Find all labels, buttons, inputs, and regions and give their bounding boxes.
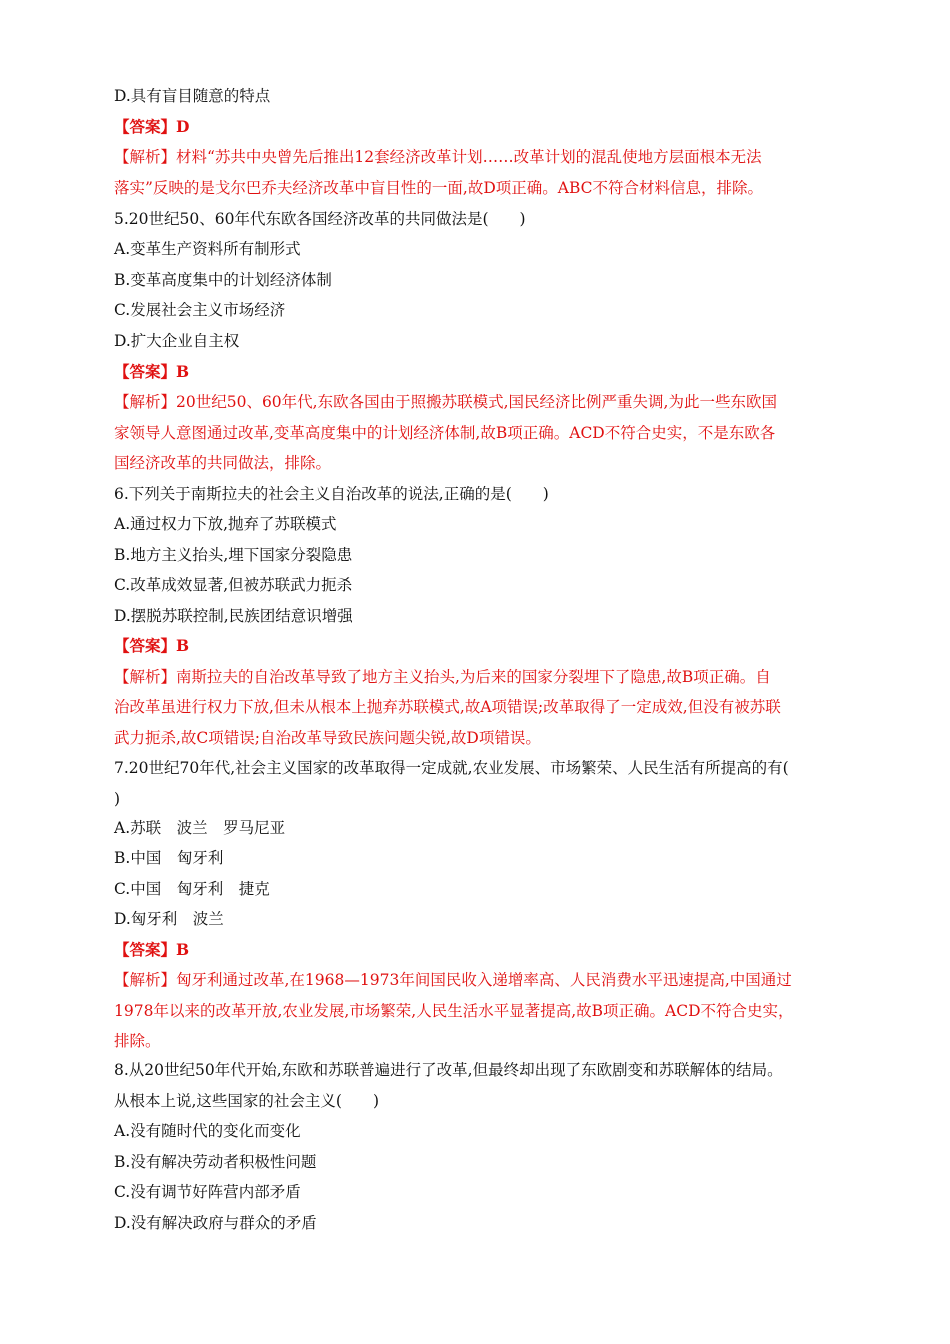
q5-explanation-line-1: 【解析】20世纪50、60年代,东欧各国由于照搬苏联模式,国民经济比例严重失调,为此一些东欧国 [114,393,777,411]
q6-option-d: D.摆脱苏联控制,民族团结意识增强 [114,607,353,625]
q4-explanation-line-2: 落实”反映的是戈尔巴乔夫经济改革中盲目性的一面,故D项正确。ABC不符合材料信息，排除。 [114,179,764,197]
q5-answer: 【答案】B [114,362,190,381]
q4-option-d: D.具有盲目随意的特点 [114,87,271,105]
q6-explanation-line-3: 武力扼杀,故C项错误;自治改革导致民族问题尖锐,故D项错误。 [114,729,541,747]
q6-option-b: B.地方主义抬头,埋下国家分裂隐患 [114,546,353,564]
q7-option-a: A.苏联 波兰 罗马尼亚 [114,819,286,837]
q8-stem-line-1: 8.从20世纪50年代开始,东欧和苏联普遍进行了改革,但最终却出现了东欧剧变和苏联解体的结局。 [114,1061,783,1079]
q7-option-c: C.中国 匈牙利 捷克 [114,880,270,898]
q5-option-a: A.变革生产资料所有制形式 [114,240,301,258]
q7-stem-line-2: ) [114,790,121,808]
q5-option-d: D.扩大企业自主权 [114,332,240,350]
q6-option-a: A.通过权力下放,抛弃了苏联模式 [114,515,337,533]
q8-option-d: D.没有解决政府与群众的矛盾 [114,1214,317,1232]
q5-explanation-line-3: 国经济改革的共同做法，排除。 [114,454,332,472]
q7-answer: 【答案】B [114,940,190,959]
q5-explanation-line-2: 家领导人意图通过改革,变革高度集中的计划经济体制,故B项正确。ACD不符合史实，不是东欧各 [114,424,776,442]
q7-stem-line-1: 7.20世纪70年代,社会主义国家的改革取得一定成就,农业发展、市场繁荣、人民生活有所提高的有( [114,759,789,777]
q8-stem-line-2: 从根本上说,这些国家的社会主义( ) [114,1092,380,1110]
q6-stem: 6.下列关于南斯拉夫的社会主义自治改革的说法,正确的是( ) [114,485,549,503]
q6-explanation-line-2: 治改革虽进行权力下放,但未从根本上抛弃苏联模式,故A项错误;改革取得了一定成效,但没有被苏联 [114,698,781,716]
q5-option-b: B.变革高度集中的计划经济体制 [114,271,332,289]
q5-stem: 5.20世纪50、60年代东欧各国经济改革的共同做法是( ) [114,210,526,228]
q8-option-c: C.没有调节好阵营内部矛盾 [114,1183,301,1201]
q7-option-d: D.匈牙利 波兰 [114,910,224,928]
q6-answer: 【答案】B [114,636,190,655]
q4-answer: 【答案】D [114,117,190,136]
q6-explanation-line-1: 【解析】南斯拉夫的自治改革导致了地方主义抬头,为后来的国家分裂埋下了隐患,故B项正确。自 [114,668,771,686]
q8-option-b: B.没有解决劳动者积极性问题 [114,1153,317,1171]
q7-option-b: B.中国 匈牙利 [114,849,224,867]
q7-explanation-line-2: 1978年以来的改革开放,农业发展,市场繁荣,人民生活水平显著提高,故B项正确。ACD不符合史实， [114,1002,794,1020]
q7-explanation-line-1: 【解析】匈牙利通过改革,在1968—1973年间国民收入递增率高、人民消费水平迅速提高,中国通过 [114,971,792,989]
q6-option-c: C.改革成效显著,但被苏联武力扼杀 [114,576,353,594]
q8-option-a: A.没有随时代的变化而变化 [114,1122,301,1140]
q4-explanation-line-1: 【解析】材料“苏共中央曾先后推出12套经济改革计划……改革计划的混乱使地方层面根本无法 [114,148,762,166]
q7-explanation-line-3: 排除。 [114,1032,161,1050]
q5-option-c: C.发展社会主义市场经济 [114,301,286,319]
